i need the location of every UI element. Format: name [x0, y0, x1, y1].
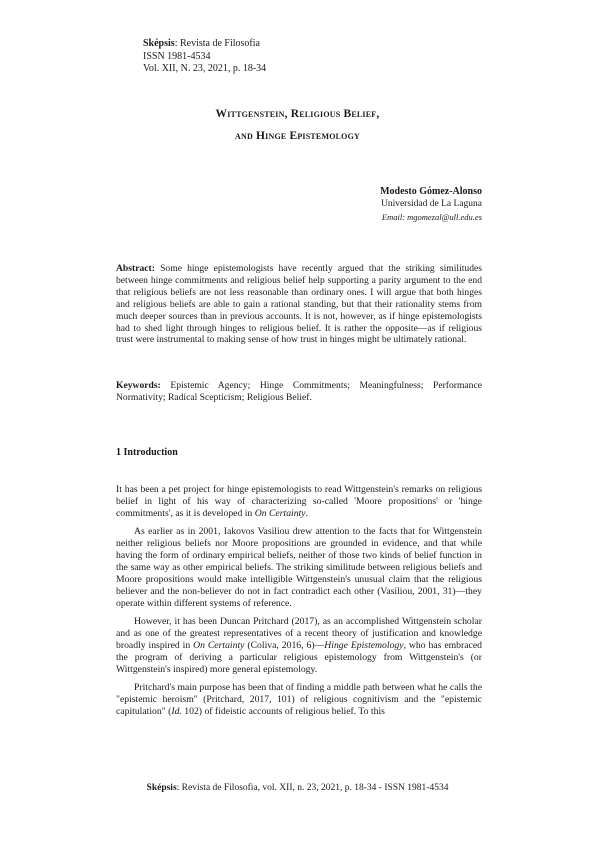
p3-italic-2: Hinge Epistemology	[324, 640, 404, 651]
journal-name: Sképsis	[143, 38, 175, 49]
abstract-text: Some hinge epistemologists have recently argued that the striking similitudes between hinge commitments and religious belief help supporting a parity argument to the end that religious beliefs are not less reasonable than ordinary ones. I will argue that both hinges and religious beliefs are able to gain a rational standing, but that their rationality stems from much deeper sources than in previous accounts. It is not, however, as if hinge epistemologists had to shed light through hinges to religious belief. It is rather the opposite—as if religious trust were instrumental to making sense of how trust in hinges might be ultimately rational.	[116, 263, 482, 346]
p3-italic-1: On Certainty	[193, 640, 245, 651]
issn: ISSN 1981-4534	[143, 50, 211, 62]
p3-text-b: (Coliva, 2016, 6)—	[244, 640, 325, 651]
title-text-1: Wittgenstein, Religious Belief,	[215, 108, 380, 120]
page-footer	[0, 783, 595, 793]
author-block	[380, 185, 482, 224]
p3-text-a: However, it has been Duncan Pritchard (2017), as an accomplished Wittgenstein scholar and as one of the greatest representatives of a recent theory of justification and knowledge broadly inspired in	[116, 616, 482, 651]
footer-journal-name: Sképsis	[146, 783, 177, 793]
author-name: Modesto Gómez-Alonso	[380, 186, 482, 197]
author-affiliation: Universidad de La Laguna	[380, 199, 482, 209]
p1-text-b: .	[305, 508, 308, 519]
author-email: Email: mgomezal@ull.edu.es	[381, 212, 482, 222]
p4-text-a: Pritchard's main purpose has been that of finding a middle path between what he calls the "epistemic heroism" (Pritchard, 2017, 101) of religious cognitivism and the "epistemic capitulation" (	[116, 682, 482, 717]
paragraph-2: As earlier as in 2001, Iakovos Vasiliou drew attention to the facts that for Wittgenstein neither religious beliefs nor Moore propositions are grounded in evidence, and that while having the form of ordinary empirical beliefs, neither of those two kinds of belief function in the same way as other empirical beliefs. The striking similitude between religious beliefs and Moore propositions would make intelligible Wittgenstein's unusual claim that the religious believer and the non-believer do not in fact contradict each other (Vasiliou, 2001, 31)—they operate within different systems of reference.	[116, 526, 482, 609]
paragraph-3	[116, 616, 482, 676]
paper-title-line-1	[0, 108, 595, 120]
paragraph-4	[116, 682, 482, 718]
journal-header	[143, 38, 266, 76]
volume-info: Vol. XII, N. 23, 2021, p. 18-34	[143, 63, 267, 74]
keywords-text: Epistemic Agency; Hinge Commitments; Meaningfulness; Performance Normativity; Radical Scepticism; Religious Belief.	[116, 380, 482, 403]
footer-text: : Revista de Filosofia, vol. XII, n. 23, 2021, p. 18-34 - ISSN 1981-4534	[176, 783, 449, 793]
journal-name-line	[143, 38, 266, 51]
abstract	[116, 263, 482, 346]
paragraph-1	[116, 484, 482, 520]
p1-text-a: It has been a pet project for hinge epistemologists to read Wittgenstein's remarks on religious belief in light of his way of characterizing so-called 'Moore propositions' or 'hinge commitments', as it is developed in	[116, 484, 482, 519]
body-text	[116, 484, 482, 724]
p4-italic: Id.	[171, 706, 182, 717]
section-heading: 1 Introduction	[116, 447, 178, 458]
abstract-label: Abstract:	[116, 263, 155, 274]
paper-title-line-2	[0, 130, 595, 142]
journal-subtitle: : Revista de Filosofia	[174, 38, 260, 49]
title-text-2: and Hinge Epistemology	[235, 130, 360, 142]
p4-text-b: 102) of fideistic accounts of religious belief. To this	[181, 706, 385, 717]
keywords	[116, 380, 482, 404]
keywords-label: Keywords:	[116, 380, 161, 391]
p3-text-c: , who has embraced the program of deriving a particular religious epistemology from Wittgenstein's (or Wittgenstein's inspired) more general epistemology.	[116, 640, 482, 675]
p1-italic: On Certainty	[254, 508, 306, 519]
